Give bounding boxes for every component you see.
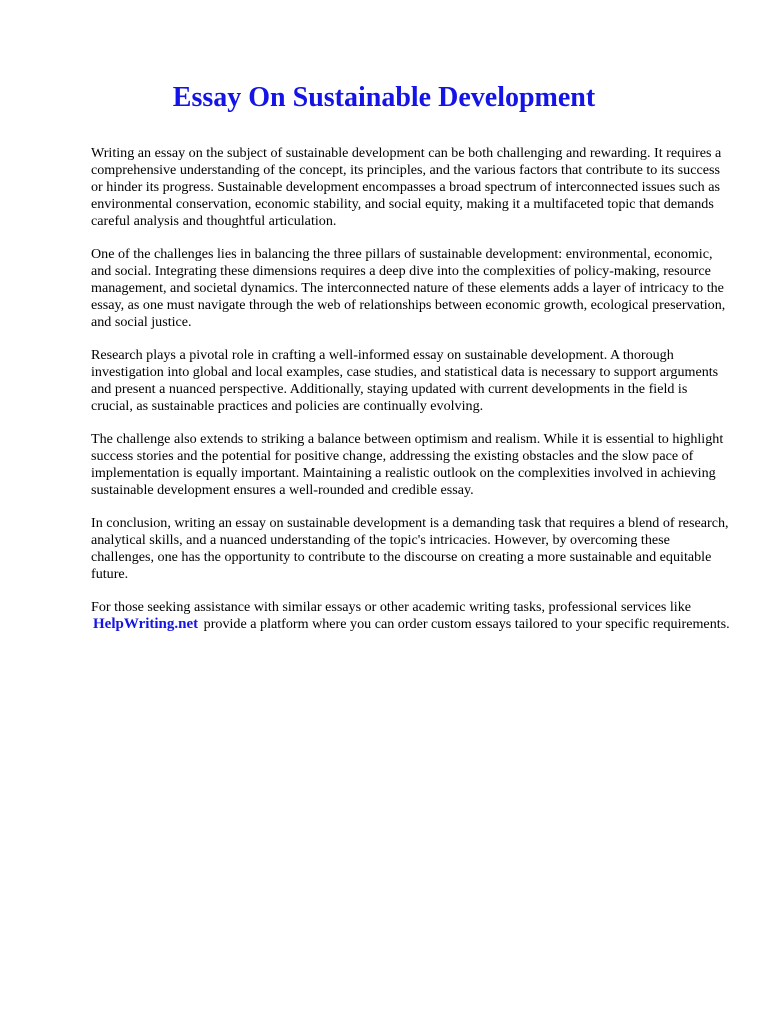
paragraph-6	[91, 599, 731, 633]
paragraph-6-after-link: provide a platform where you can order custom essays tailored to your specific requirements.	[203, 616, 730, 632]
helpwriting-link[interactable]: HelpWriting.net	[93, 616, 199, 632]
paragraph-3: Research plays a pivotal role in crafting a well-informed essay on sustainable development. A thorough investigation into global and local examples, case studies, and statistical data is necessary to support arguments and present a nuanced perspective. Additionally, staying updated with current developments in the field is crucial, as sustainable practices and policies are continually evolving.	[91, 347, 719, 414]
paragraph-5: In conclusion, writing an essay on sustainable development is a demanding task that requires a blend of research, analytical skills, and a nuanced understanding of the topic's intricacies. However, by overcoming these challenges, one has the opportunity to contribute to the discourse on creating a more sustainable and equitable future.	[91, 515, 729, 582]
paragraph-2: One of the challenges lies in balancing the three pillars of sustainable development: environmental, economic, and social. Integrating these dimensions requires a deep dive into the complexities of policy-making, resource management, and societal dynamics. The interconnected nature of these elements adds a layer of intricacy to the essay, as one must navigate through the web of relationships between economic growth, ecological preservation, and social justice.	[91, 246, 726, 330]
paragraph-4: The challenge also extends to striking a balance between optimism and realism. While it is essential to highlight success stories and the potential for positive change, addressing the existing obstacles and the slow pace of implementation is equally important. Maintaining a realistic outlook on the complexities involved in achieving sustainable development ensures a well-rounded and credible essay.	[91, 431, 724, 498]
paragraph-1: Writing an essay on the subject of sustainable development can be both challenging and rewarding. It requires a comprehensive understanding of the concept, its principles, and the various factors that contribute to its success or hinder its progress. Sustainable development encompasses a broad spectrum of interconnected issues such as environmental conservation, economic stability, and social equity, making it a multifaceted topic that demands careful analysis and thoughtful articulation.	[91, 145, 722, 229]
paragraph-6-before-link: For those seeking assistance with similar essays or other academic writing tasks, professional services like	[91, 599, 692, 615]
essay-body	[91, 145, 731, 649]
page-title: Essay On Sustainable Development	[172, 82, 596, 113]
